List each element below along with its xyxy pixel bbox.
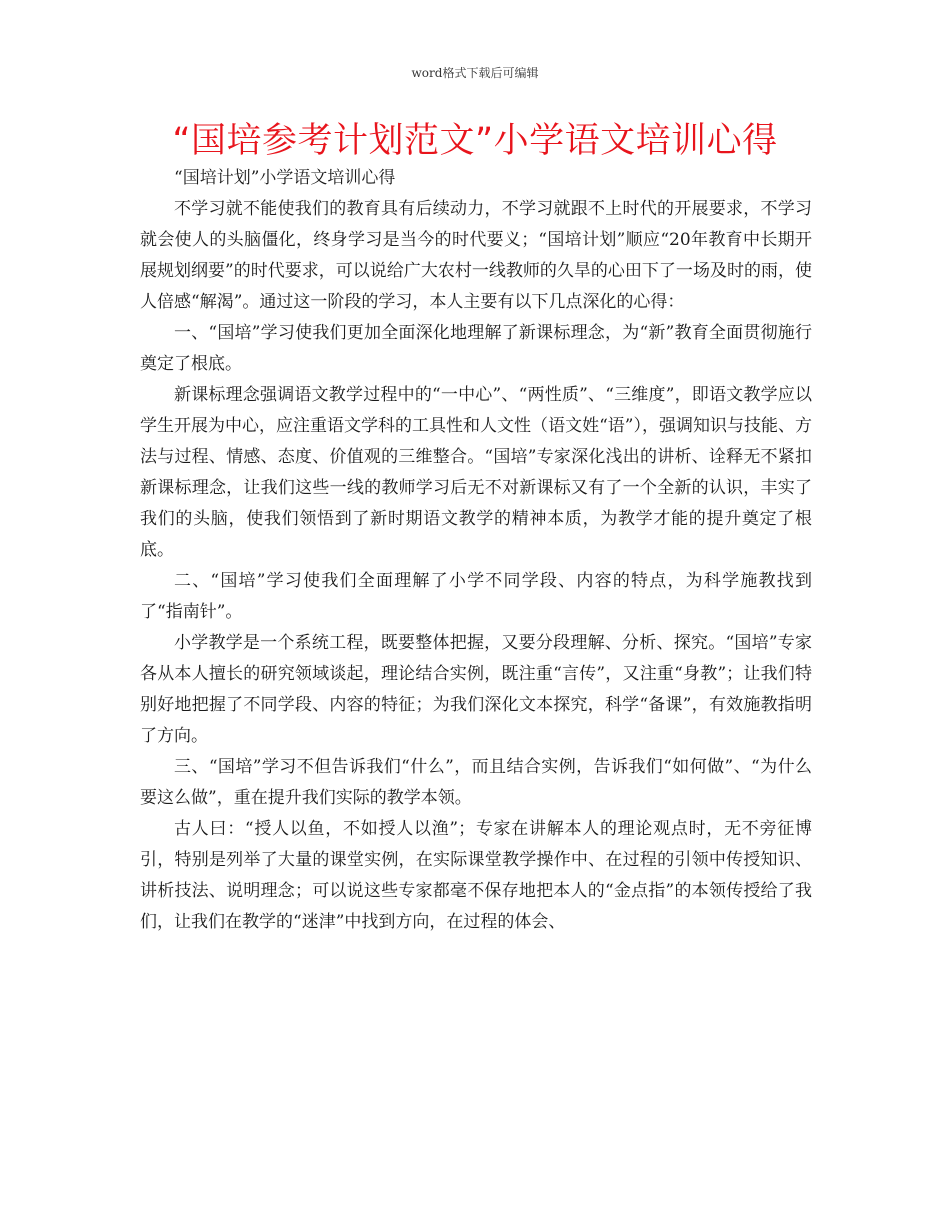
document-body (140, 163, 812, 938)
point-one-paragraph: 新课标理念强调语文教学过程中的“一中心”、“两性质”、“三维度”，即语文教学应以学生开展为中心，应注重语文学科的工具性和人文性（语文姓“语”），强调知识与技能、方法与过程、情感、态度、价值观的三维整合。“国培”专家深化浅出的讲析、诠释无不紧扣新课标理念，让我们这些一线的教师学习后无不对新课标又有了一个全新的认识，丰实了我们的头脑，使我们领悟到了新时期语文教学的精神本质，为教学才能的提升奠定了根底。 (140, 385, 812, 560)
subtitle-paragraph: “国培计划”小学语文培训心得 (174, 168, 396, 188)
point-three-paragraph: 古人曰：“授人以鱼，不如授人以渔”；专家在讲解本人的理论观点时，无不旁征博引，特别是列举了大量的课堂实例，在实际课堂教学操作中、在过程的引领中传授知识、讲析技法、说明理念；可以说这些专家都毫不保存地把本人的“金点指”的本领传授给了我们，让我们在教学的“迷津”中找到方向，在过程的体会、 (140, 819, 812, 932)
header-note: word格式下载后可编辑 (411, 66, 539, 80)
point-one-heading: 一、“国培”学习使我们更加全面深化地理解了新课标理念，为“新”教育全面贯彻施行奠定了根底。 (140, 323, 812, 374)
point-three-heading: 三、“国培”学习不但告诉我们“什么”，而且结合实例，告诉我们“如何做”、“为什么要这么做”，重在提升我们实际的教学本领。 (140, 757, 812, 808)
point-two-heading: 二、“国培”学习使我们全面理解了小学不同学段、内容的特点，为科学施教找到了“指南针”。 (140, 571, 812, 622)
point-two-paragraph: 小学教学是一个系统工程，既要整体把握，又要分段理解、分析、探究。“国培”专家各从本人擅长的研究领域谈起，理论结合实例，既注重“言传”，又注重“身教”；让我们特别好地把握了不同学段、内容的特征；为我们深化文本探究，科学“备课”，有效施教指明了方向。 (140, 633, 812, 746)
document-title: “国培参考计划范文”小学语文培训心得 (172, 121, 778, 161)
intro-paragraph: 不学习就不能使我们的教育具有后续动力，不学习就跟不上时代的开展要求，不学习就会使人的头脑僵化，终身学习是当今的时代要义；“国培计划”顺应“20年教育中长期开展规划纲要”的时代要求，可以说给广大农村一线教师的久旱的心田下了一场及时的雨，使人倍感“解渴”。通过这一阶段的学习，本人主要有以下几点深化的心得： (140, 199, 812, 312)
